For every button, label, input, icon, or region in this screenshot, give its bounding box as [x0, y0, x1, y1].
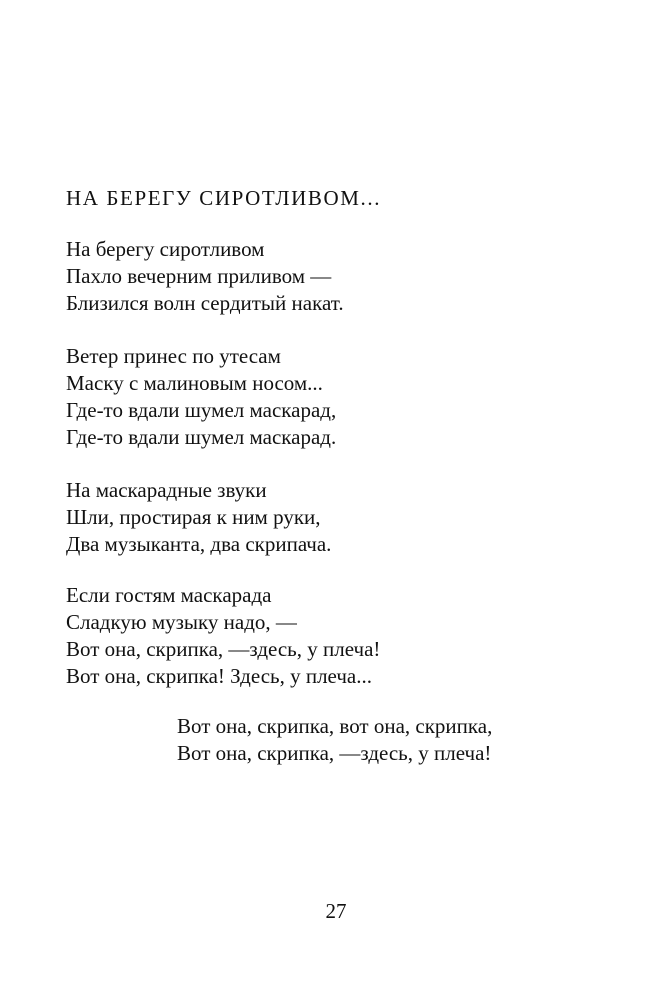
verse-line: На маскарадные звуки — [66, 478, 267, 502]
page-number: 27 — [325, 899, 347, 923]
verse-line: Пахло вечерним приливом — — [66, 264, 332, 288]
verse-line: Ветер принес по утесам — [66, 344, 281, 368]
poem-title: НА БЕРЕГУ СИРОТЛИВОМ... — [66, 186, 382, 210]
verse-line: Сладкую музыку надо, — — [66, 610, 297, 634]
stanza-1 — [66, 236, 344, 317]
verse-line: Где-то вдали шумел маскарад, — [66, 398, 337, 422]
verse-line: Вот она, скрипка, —здесь, у плеча! — [177, 741, 492, 765]
verse-line: Вот она, скрипка, —здесь, у плеча! — [66, 637, 381, 661]
verse-line: Близился волн сердитый накат. — [66, 291, 344, 315]
verse-line: Маску с малиновым носом... — [66, 371, 323, 395]
stanza-4 — [66, 582, 380, 690]
verse-line: Если гостям маскарада — [66, 583, 272, 607]
stanza-5-refrain — [177, 713, 492, 767]
stanza-2 — [66, 343, 336, 451]
verse-line: На берегу сиротливом — [66, 237, 265, 261]
verse-line: Шли, простирая к ним руки, — [66, 505, 321, 529]
verse-line: Вот она, скрипка! Здесь, у плеча... — [66, 664, 372, 688]
verse-line: Два музыканта, два скрипача. — [66, 532, 332, 556]
verse-line: Где-то вдали шумел маскарад. — [66, 425, 337, 449]
stanza-3 — [66, 477, 331, 558]
verse-line: Вот она, скрипка, вот она, скрипка, — [177, 714, 493, 738]
